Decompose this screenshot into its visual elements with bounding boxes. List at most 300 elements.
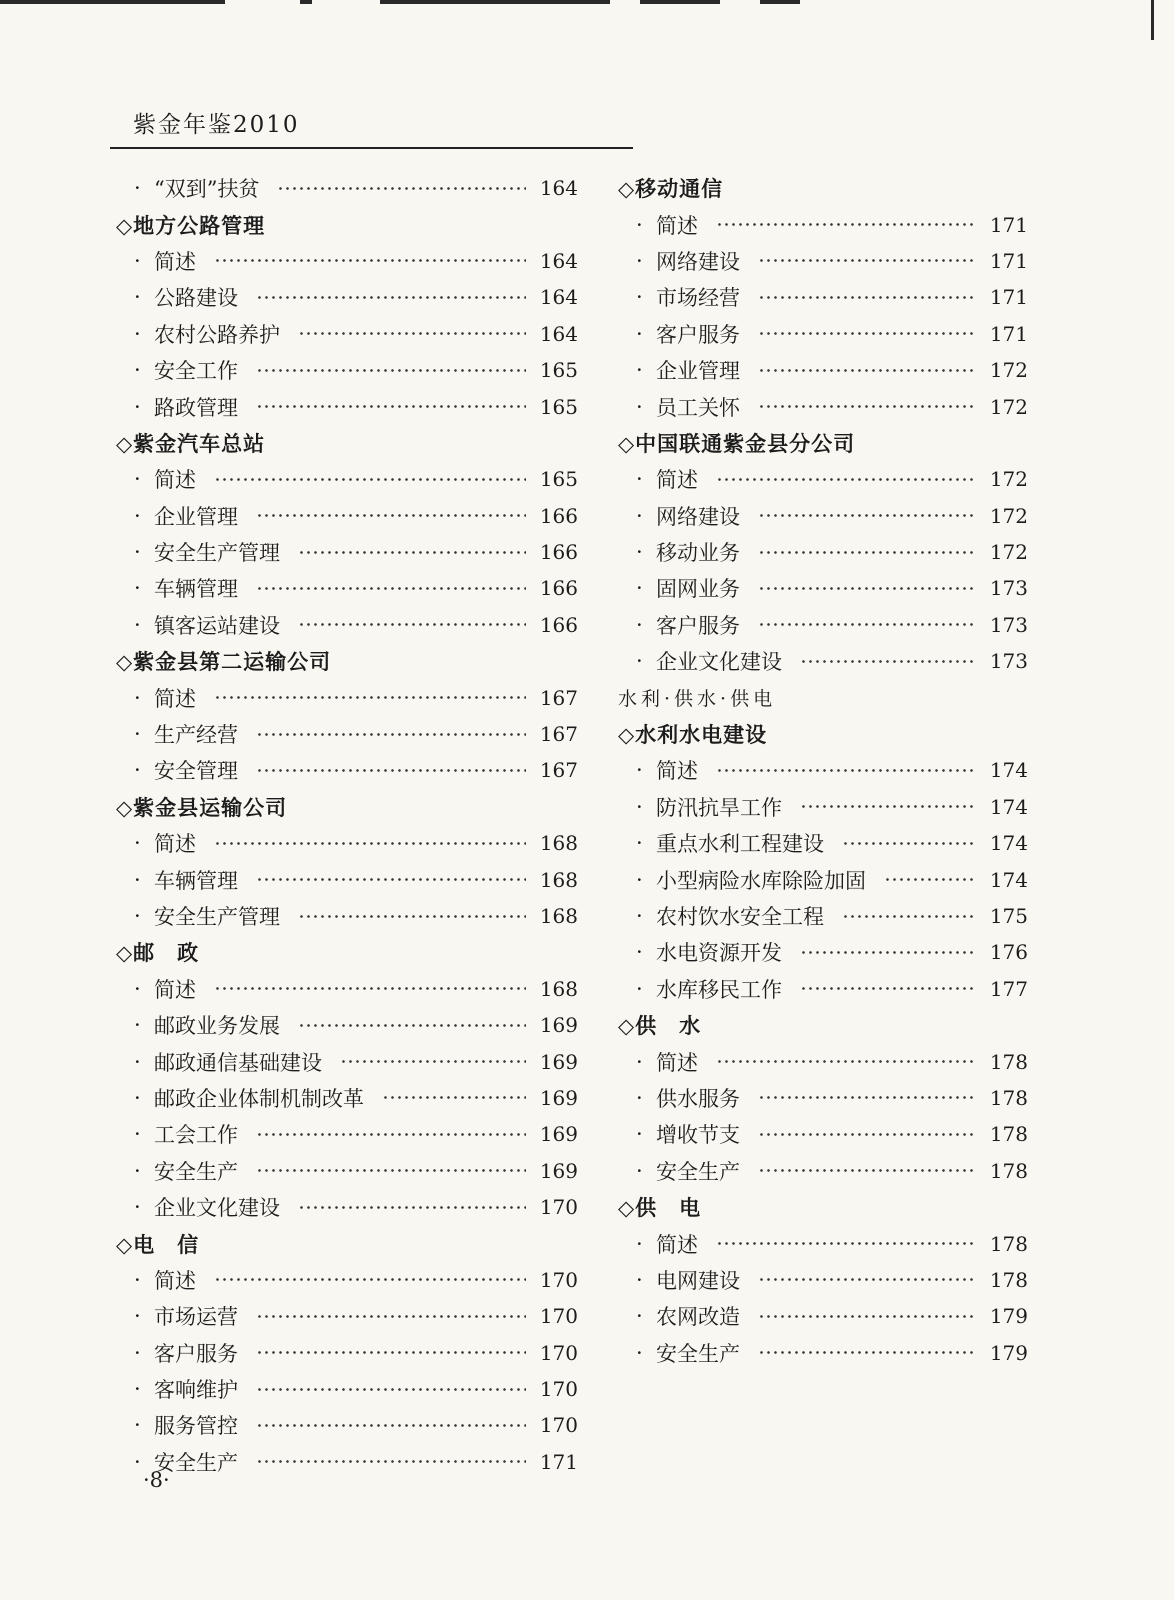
dot-leader <box>758 623 976 626</box>
toc-entry-label: 农网改造 <box>656 1305 740 1330</box>
toc-entry-page: 174 <box>989 831 1028 856</box>
bullet-dot: · <box>134 1122 141 1147</box>
toc-entry-page: 171 <box>539 1449 578 1474</box>
toc-entry-page: 167 <box>539 758 578 783</box>
dot-leader <box>298 915 526 918</box>
bullet-dot: · <box>636 940 643 965</box>
toc-entry-label: 简述 <box>154 832 196 857</box>
toc-entry-page: 171 <box>989 248 1028 273</box>
toc-entry <box>618 1043 1028 1079</box>
bullet-dot: · <box>636 649 643 674</box>
bullet-dot: · <box>134 358 141 383</box>
toc-entry-page: 177 <box>989 976 1028 1001</box>
toc-entry <box>116 498 578 534</box>
toc-entry-label: 小型病险水库除险加固 <box>656 868 866 893</box>
toc-entry-label: 防汛抗旱工作 <box>656 795 782 820</box>
toc-section-heading <box>116 425 578 461</box>
toc-entry-page: 169 <box>539 1158 578 1183</box>
bullet-dot: · <box>636 976 643 1001</box>
toc-entry-page: 178 <box>989 1231 1028 1256</box>
toc-entry-page: 171 <box>989 321 1028 346</box>
dot-leader <box>214 842 526 845</box>
bullet-dot: · <box>636 831 643 856</box>
bullet-dot: · <box>134 867 141 892</box>
toc-entry-label: 客响维护 <box>154 1378 238 1403</box>
bullet-dot: · <box>636 1304 643 1329</box>
heading-label: ◇中国联通紫金县分公司 <box>618 431 856 456</box>
dot-leader <box>382 1096 526 1099</box>
bullet-dot: · <box>134 394 141 419</box>
bullet-dot: · <box>134 176 141 201</box>
toc-entry-page: 166 <box>539 576 578 601</box>
bullet-dot: · <box>134 685 141 710</box>
dot-leader <box>298 623 526 626</box>
dot-leader <box>298 332 526 335</box>
dot-leader <box>256 514 526 517</box>
toc-entry-page: 179 <box>989 1340 1028 1365</box>
toc-entry-page: 172 <box>989 394 1028 419</box>
dot-leader <box>758 259 976 262</box>
toc-entry <box>618 534 1028 570</box>
toc-entry-page: 178 <box>989 1158 1028 1183</box>
toc-entry-page: 178 <box>989 1049 1028 1074</box>
dot-leader <box>758 405 976 408</box>
toc-entry-label: 服务管控 <box>154 1414 238 1439</box>
toc-entry-label: 邮政企业体制机制改革 <box>154 1086 364 1111</box>
toc-entry <box>116 1444 578 1480</box>
toc-entry-page: 164 <box>539 176 578 201</box>
toc-entry-page: 164 <box>539 321 578 346</box>
toc-entry-label: 工会工作 <box>154 1123 238 1148</box>
toc-entry-page: 178 <box>989 1122 1028 1147</box>
toc-entry-page: 170 <box>539 1304 578 1329</box>
dot-leader <box>214 478 526 481</box>
page-header-title: 紫金年鉴2010 <box>133 112 300 138</box>
toc-entry <box>618 206 1028 242</box>
toc-entry-page: 166 <box>539 540 578 565</box>
toc-entry-label: 车辆管理 <box>154 577 238 602</box>
scan-top-edge <box>0 0 1174 6</box>
toc-entry-page: 168 <box>539 831 578 856</box>
toc-entry-label: 网络建设 <box>656 504 740 529</box>
dot-leader <box>214 696 526 699</box>
dot-leader <box>800 805 976 808</box>
dot-leader <box>256 296 526 299</box>
toc-section-heading <box>116 789 578 825</box>
dot-leader <box>256 1460 526 1463</box>
bullet-dot: · <box>134 612 141 637</box>
toc-entry-label: 路政管理 <box>154 395 238 420</box>
toc-entry-label: 安全工作 <box>154 359 238 384</box>
toc-entry-page: 171 <box>989 212 1028 237</box>
toc-entry <box>618 643 1028 679</box>
toc-group-heading <box>618 679 1028 715</box>
toc-entry-label: 镇客运站建设 <box>154 613 280 638</box>
heading-label: ◇电 信 <box>116 1232 200 1257</box>
dot-leader <box>256 1388 526 1391</box>
toc-entry-label: 安全生产管理 <box>154 905 280 929</box>
toc-entry-label: 增收节支 <box>656 1123 740 1148</box>
dot-leader <box>842 842 976 845</box>
toc-entry-page: 166 <box>539 612 578 637</box>
bullet-dot: · <box>134 1304 141 1329</box>
dot-leader <box>716 1060 976 1063</box>
heading-label: ◇移动通信 <box>618 177 724 202</box>
toc-entry-page: 165 <box>539 358 578 383</box>
toc-entry-label: 网络建设 <box>656 249 740 274</box>
toc-entry-label: 简述 <box>656 759 698 784</box>
toc-entry <box>116 316 578 352</box>
toc-section-heading <box>618 170 1028 206</box>
toc-entry-page: 167 <box>539 685 578 710</box>
toc-entry <box>116 1298 578 1334</box>
toc-entry-page: 175 <box>989 904 1028 928</box>
toc-entry <box>618 388 1028 424</box>
bullet-dot: · <box>134 1085 141 1110</box>
toc-entry <box>116 1407 578 1443</box>
toc-entry-label: 客户服务 <box>154 1341 238 1366</box>
toc-entry <box>618 789 1028 825</box>
toc-entry-label: 安全生产管理 <box>154 541 280 566</box>
toc-entry <box>116 1371 578 1407</box>
bullet-dot: · <box>636 1049 643 1074</box>
bullet-dot: · <box>134 722 141 747</box>
dot-leader <box>256 1424 526 1427</box>
dot-leader <box>214 987 526 990</box>
bullet-dot: · <box>636 904 643 928</box>
toc-entry-label: 简述 <box>656 1232 698 1257</box>
toc-entry <box>116 716 578 752</box>
toc-entry-label: 市场运营 <box>154 1305 238 1330</box>
toc-entry-label: 重点水利工程建设 <box>656 832 824 857</box>
toc-entry-page: 178 <box>989 1267 1028 1292</box>
toc-entry <box>618 752 1028 788</box>
toc-entry-page: 174 <box>989 758 1028 783</box>
toc-entry-label: 安全生产 <box>154 1159 238 1184</box>
toc-entry-page: 170 <box>539 1195 578 1220</box>
toc-entry <box>116 752 578 788</box>
toc-entry-label: 企业管理 <box>656 359 740 384</box>
toc-entry <box>618 570 1028 606</box>
dot-leader <box>256 405 526 408</box>
toc-entry <box>618 1335 1028 1371</box>
dot-leader <box>298 1024 526 1027</box>
toc-entry <box>618 1225 1028 1261</box>
dot-leader <box>256 1315 526 1318</box>
toc-entry-label: 供水服务 <box>656 1086 740 1111</box>
toc-entry <box>618 971 1028 1007</box>
toc-entry-label: 移动业务 <box>656 541 740 566</box>
toc-entry-page: 179 <box>989 1304 1028 1329</box>
heading-label: ◇邮 政 <box>116 941 200 966</box>
toc-entry <box>618 825 1028 861</box>
toc-entry <box>618 1262 1028 1298</box>
toc-entry-label: 简述 <box>656 468 698 493</box>
toc-entry-page: 172 <box>989 540 1028 565</box>
toc-entry-page: 173 <box>989 612 1028 637</box>
dot-leader <box>256 769 526 772</box>
toc-entry <box>618 898 1028 934</box>
bullet-dot: · <box>134 503 141 528</box>
toc-entry-label: 简述 <box>154 1268 196 1293</box>
dot-leader <box>758 296 976 299</box>
dot-leader <box>716 1242 976 1245</box>
bullet-dot: · <box>134 285 141 310</box>
dot-leader <box>214 1278 526 1281</box>
toc-entry <box>116 1262 578 1298</box>
toc-entry-label: 邮政通信基础建设 <box>154 1050 322 1075</box>
dot-leader <box>277 187 526 190</box>
toc-entry-label: 简述 <box>656 213 698 238</box>
toc-left-column <box>116 170 578 1480</box>
header-rule <box>110 147 633 149</box>
dot-leader <box>716 769 976 772</box>
toc-entry-page: 170 <box>539 1377 578 1402</box>
dot-leader <box>758 514 976 517</box>
toc-entry-label: 员工关怀 <box>656 395 740 420</box>
bullet-dot: · <box>636 358 643 383</box>
toc-entry-label: 电网建设 <box>656 1268 740 1293</box>
bullet-dot: · <box>134 1413 141 1438</box>
toc-section-heading <box>116 934 578 970</box>
toc-entry-label: 市场经营 <box>656 286 740 311</box>
toc-entry <box>116 352 578 388</box>
toc-entry-label: 水电资源开发 <box>656 941 782 966</box>
bullet-dot: · <box>134 976 141 1001</box>
toc-entry <box>618 607 1028 643</box>
toc-entry <box>618 279 1028 315</box>
toc-entry-label: 简述 <box>154 686 196 711</box>
toc-entry <box>116 1335 578 1371</box>
toc-entry-page: 169 <box>539 1085 578 1110</box>
bullet-dot: · <box>134 1013 141 1038</box>
toc-entry-page: 168 <box>539 976 578 1001</box>
dot-leader <box>256 1169 526 1172</box>
dot-leader <box>256 1133 526 1136</box>
toc-entry <box>116 1153 578 1189</box>
heading-label: ◇供 水 <box>618 1014 702 1039</box>
dot-leader <box>758 369 976 372</box>
dot-leader <box>256 369 526 372</box>
toc-entry <box>618 461 1028 497</box>
dot-leader <box>256 587 526 590</box>
toc-entry-page: 176 <box>989 940 1028 965</box>
dot-leader <box>758 1096 976 1099</box>
bullet-dot: · <box>134 467 141 492</box>
toc-entry-label: 简述 <box>656 1050 698 1075</box>
toc-section-heading <box>116 643 578 679</box>
toc-entry <box>618 1298 1028 1334</box>
toc-entry-page: 172 <box>989 503 1028 528</box>
toc-entry-page: 169 <box>539 1122 578 1147</box>
dot-leader <box>298 1206 526 1209</box>
bullet-dot: · <box>636 321 643 346</box>
dot-leader <box>758 1169 976 1172</box>
bullet-dot: · <box>134 248 141 273</box>
heading-label: ◇紫金县第二运输公司 <box>116 650 332 675</box>
dot-leader <box>800 951 976 954</box>
toc-entry <box>116 170 578 206</box>
toc-entry-label: 车辆管理 <box>154 868 238 893</box>
toc-entry-page: 166 <box>539 503 578 528</box>
bullet-dot: · <box>636 576 643 601</box>
bullet-dot: · <box>636 1122 643 1147</box>
bullet-dot: · <box>636 248 643 273</box>
bullet-dot: · <box>134 758 141 783</box>
toc-section-heading <box>618 1189 1028 1225</box>
toc-entry-page: 174 <box>989 794 1028 819</box>
scan-right-edge <box>1151 0 1154 40</box>
heading-label: ◇紫金县运输公司 <box>116 795 288 820</box>
dot-leader <box>758 1278 976 1281</box>
toc-entry <box>116 679 578 715</box>
toc-entry <box>618 1153 1028 1189</box>
toc-section-heading <box>618 425 1028 461</box>
dot-leader <box>842 915 976 918</box>
toc-entry-label: 公路建设 <box>154 286 238 311</box>
toc-entry-label: “双到”扶贫 <box>154 177 260 202</box>
bullet-dot: · <box>636 1340 643 1365</box>
toc-entry-label: 企业文化建设 <box>154 1196 280 1221</box>
toc-entry-label: 客户服务 <box>656 613 740 638</box>
toc-entry-label: 安全生产 <box>656 1159 740 1184</box>
bullet-dot: · <box>636 467 643 492</box>
toc-entry <box>116 971 578 1007</box>
toc-entry-label: 企业管理 <box>154 504 238 529</box>
toc-entry-label: 客户服务 <box>656 322 740 347</box>
dot-leader <box>256 733 526 736</box>
dot-leader <box>884 878 976 881</box>
toc-right-column <box>618 170 1028 1371</box>
toc-entry <box>116 898 578 934</box>
toc-entry-label: 安全生产 <box>154 1450 238 1475</box>
toc-entry <box>116 1116 578 1152</box>
bullet-dot: · <box>134 1195 141 1220</box>
toc-entry <box>618 316 1028 352</box>
toc-entry-page: 168 <box>539 904 578 928</box>
toc-section-heading <box>116 1225 578 1261</box>
toc-entry-page: 169 <box>539 1013 578 1038</box>
toc-entry <box>618 1080 1028 1116</box>
dot-leader <box>758 332 976 335</box>
toc-entry <box>116 570 578 606</box>
toc-entry-label: 简述 <box>154 249 196 274</box>
heading-label: ◇紫金汽车总站 <box>116 431 266 456</box>
toc-entry-label: 农村公路养护 <box>154 322 280 347</box>
bullet-dot: · <box>134 831 141 856</box>
heading-label: ◇地方公路管理 <box>116 213 266 238</box>
toc-entry <box>116 388 578 424</box>
toc-entry-page: 165 <box>539 467 578 492</box>
toc-entry-page: 178 <box>989 1085 1028 1110</box>
bullet-dot: · <box>636 1158 643 1183</box>
toc-entry-label: 生产经营 <box>154 723 238 748</box>
toc-entry-label: 邮政业务发展 <box>154 1014 280 1039</box>
dot-leader <box>716 478 976 481</box>
toc-entry-label: 农村饮水安全工程 <box>656 905 824 929</box>
bullet-dot: · <box>134 1158 141 1183</box>
bullet-dot: · <box>636 285 643 310</box>
bullet-dot: · <box>636 612 643 637</box>
toc-entry <box>116 607 578 643</box>
bullet-dot: · <box>134 1449 141 1474</box>
dot-leader <box>758 1315 976 1318</box>
bullet-dot: · <box>636 503 643 528</box>
toc-entry <box>618 352 1028 388</box>
bullet-dot: · <box>134 904 141 928</box>
heading-label: ◇供 电 <box>618 1196 702 1221</box>
bullet-dot: · <box>134 1049 141 1074</box>
toc-entry <box>618 243 1028 279</box>
bullet-dot: · <box>636 1267 643 1292</box>
toc-entry-label: 企业文化建设 <box>656 650 782 675</box>
page-number: ·8· <box>143 1468 170 1492</box>
bullet-dot: · <box>636 867 643 892</box>
dot-leader <box>758 551 976 554</box>
bullet-dot: · <box>134 576 141 601</box>
toc-entry <box>116 243 578 279</box>
toc-entry-page: 164 <box>539 285 578 310</box>
dot-leader <box>758 1351 976 1354</box>
bullet-dot: · <box>636 540 643 565</box>
bullet-dot: · <box>636 758 643 783</box>
toc-entry-page: 170 <box>539 1340 578 1365</box>
toc-entry-page: 170 <box>539 1267 578 1292</box>
toc-entry <box>116 279 578 315</box>
toc-entry-page: 168 <box>539 867 578 892</box>
toc-entry-page: 174 <box>989 867 1028 892</box>
toc-entry <box>618 498 1028 534</box>
dot-leader <box>298 551 526 554</box>
heading-label: 水利·供水·供电 <box>618 688 777 711</box>
toc-entry <box>116 534 578 570</box>
toc-entry <box>116 861 578 897</box>
toc-entry-page: 167 <box>539 722 578 747</box>
bullet-dot: · <box>134 321 141 346</box>
bullet-dot: · <box>636 1085 643 1110</box>
toc-entry <box>116 1043 578 1079</box>
toc-section-heading <box>618 1007 1028 1043</box>
bullet-dot: · <box>636 794 643 819</box>
toc-entry-label: 简述 <box>154 468 196 493</box>
toc-entry <box>116 825 578 861</box>
toc-entry <box>618 1116 1028 1152</box>
toc-entry-page: 171 <box>989 285 1028 310</box>
dot-leader <box>800 987 976 990</box>
dot-leader <box>758 587 976 590</box>
toc-entry-page: 170 <box>539 1413 578 1438</box>
dot-leader <box>256 1351 526 1354</box>
toc-entry-page: 172 <box>989 358 1028 383</box>
dot-leader <box>256 878 526 881</box>
dot-leader <box>340 1060 526 1063</box>
toc-entry-label: 安全生产 <box>656 1341 740 1366</box>
toc-entry <box>116 1007 578 1043</box>
toc-entry <box>116 1189 578 1225</box>
toc-entry-page: 164 <box>539 248 578 273</box>
toc-entry-page: 173 <box>989 649 1028 674</box>
bullet-dot: · <box>134 540 141 565</box>
toc-entry-page: 172 <box>989 467 1028 492</box>
toc-entry-page: 165 <box>539 394 578 419</box>
heading-label: ◇水利水电建设 <box>618 723 768 748</box>
dot-leader <box>716 223 976 226</box>
bullet-dot: · <box>134 1267 141 1292</box>
toc-entry <box>116 461 578 497</box>
dot-leader <box>800 660 976 663</box>
toc-section-heading <box>618 716 1028 752</box>
dot-leader <box>758 1133 976 1136</box>
